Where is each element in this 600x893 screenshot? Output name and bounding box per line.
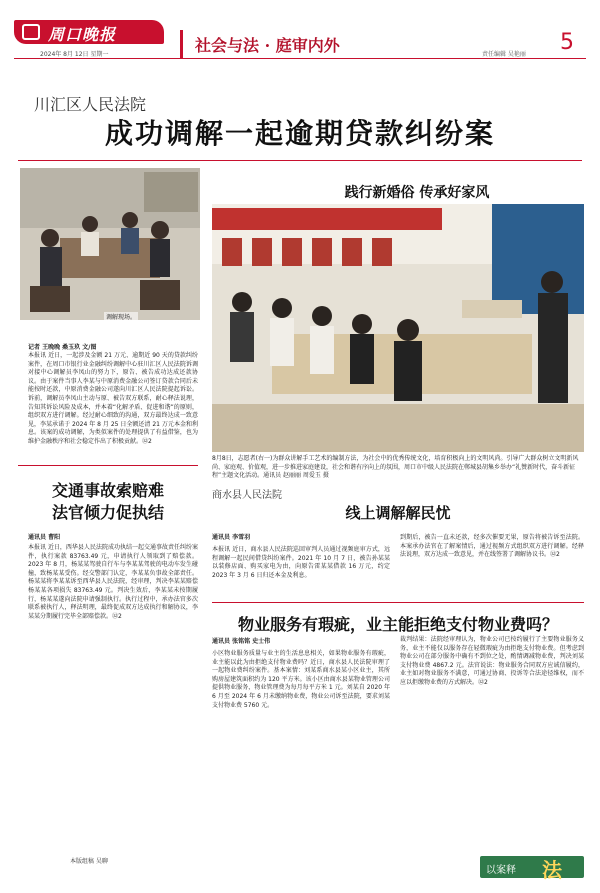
article5-byline: 通讯员 张铭铭 史士伟 (212, 638, 271, 645)
page-number: 5 (560, 30, 574, 55)
masthead-name: 周口晚报 (48, 25, 117, 44)
photo1-caption: 调解现场。 (106, 314, 137, 321)
header-divider (14, 58, 586, 59)
article5-body-left: 小区物业服务质量与业主的生活息息相关，如果物业服务有瑕疵，业主能以此为由拒绝支付物业费吗？近日，商水县人民法院审理了一起物业费纠纷案件。基本案情：刘某系商水县某小区业主，其所购房屋建筑面积约为 120 平方米。该小区由商水县某物业管理公司提供物业服务，物业管理费为每月每平方米 1 元。刘某自 2020 年 6 月至 2024 年 6 月未缴纳物业费，物业公司诉至法院，要求刘某支付物业费 5760 元。 (212, 650, 390, 709)
headline-divider (18, 160, 582, 161)
workshop-photo (212, 204, 584, 452)
logo-mark-icon (22, 24, 40, 40)
article3-headline (18, 480, 198, 524)
mediation-photo (20, 168, 200, 320)
editor-credit: 责任编辑 吴艳丽 (482, 51, 526, 58)
article4-body-left: 本报讯 近日，商水县人民法院巡回审判人员通过视频庭审方式，远程调解一起民间借贷纠纷案件。2021 年 10 月 7 日，被告孙某某以装修店面、购买家电为由，向原告雷某某借款 16 万元，约定 2023 年 3 月 6 日归还本金及利息。 (212, 546, 390, 579)
section-label (180, 30, 440, 58)
article3-headline-line1: 交通事故索赔难 (51, 481, 164, 500)
photo-article-headline: 践行新婚俗 传承好家风 (344, 185, 490, 201)
article1-byline: 记者 王晚晚 桑玉玖 文/图 (28, 344, 97, 351)
section-title: 社会与法 · 庭审内外 (195, 36, 340, 55)
footer-editor-credit: 本版组稿 吴聊 (70, 858, 108, 865)
column-badge-text: 以案释 (486, 865, 516, 876)
article1-court: 川汇区人民法院 (34, 95, 147, 114)
article5-body-right: 裁判结果：法院经审理认为，物业公司已按约履行了主要物业服务义务，业主不能仅以服务存在轻微瑕疵为由拒绝支付物业费。但考虑到物业公司在部分服务中确有不到位之处，酌情调减物业费，判决刘某支付物业费 4867.2 元。法官说法：物业服务合同双方应诚信履约，业主如对物业服务不满意，可通过协商、投诉等合法途径维权，而不应以拒缴物业费的方式解决。㉜2 (400, 636, 584, 686)
article3-byline: 通讯员 曹阳 (28, 534, 61, 541)
article5-divider (212, 602, 584, 603)
photo-article-caption: 8月8日，志愿者(右一)为群众讲解手工艺术的编制方法，为社会中的优秀传统文化，培育积极向上的文明风尚。引导广大群众树立文明新风尚、家庭观、价值观，进一步推进家庭建设，社会和谐有序向上的氛围，周口市中级人民法院在郸城县胡集乡举办“礼赞新时代，奋斗新征程”主题文化活动。通讯员 赵丽丽 周爱玉 摄 (212, 455, 579, 479)
issue-date: 2024年 8月 12日 星期一 (40, 51, 109, 58)
article4-body-right: 到期后，被告一直未还款，经多次催要无果，原告将被告诉至法院。本案承办法官在了解案情后，通过视频方式组织双方进行调解。经释法说理，双方达成一致意见，并在线签署了调解协议书。㉜2 (400, 534, 584, 559)
mediation-photo-illustration (20, 168, 200, 320)
article1-body: 本报讯 近日，一起涉及金额 21 万元、逾期近 90 天的贷款纠纷案件，在周口市银行业金融纠纷调解中心驻川汇区人民法院诉调对接中心调解员李凤山的努力下，原告、被告成功达成还款协议。由于案件当事人李某与中原消费金融公司签订贷款合同后未能按时还款，中原消费金融公司遂向川汇区人民法院提起诉讼。诉前，调解员李凤山主动与原、被告双方联系，耐心释法说理，告知其诉讼风险及成本，并本着“化解矛盾、促进和谐”的原则，组织双方进行调解。经过耐心细致的沟通，双方最终达成一致意见，李某承诺于 2024 年 8 月 25 日全额还清 21 万元本金和利息。该案的成功调解，为类似案件的处理提供了有益借鉴，也为维护金融秩序和社会稳定作出了积极贡献。㉜2 (28, 352, 198, 445)
article3-body: 本报讯 近日，西华县人民法院成功执结一起交通事故责任纠纷案件，执行案款 83763.49 元，申请执行人领取到了赔偿款。2023 年 8 月，杨某某驾驶自行车与李某某驾驶的电动车发生碰撞，致杨某某受伤。经交警部门认定，李某某负事故全部责任。杨某某将李某某诉至西华县人民法院，经审理，判决李某某赔偿杨某某各项损失 83763.49 元。判决生效后，李某某未按期履行，杨某某遂向法院申请强制执行。执行过程中，承办法官多次联系被执行人，释法明理，最终促成双方达成执行和解协议，李某某分期履行完毕全部赔偿款。㉜2 (28, 544, 198, 620)
article4-court: 商水县人民法院 (212, 490, 282, 501)
article4-byline: 通讯员 李雪羽 (212, 534, 251, 541)
article1-headline: 成功调解一起逾期贷款纠纷案 (104, 117, 495, 150)
page-header (0, 0, 600, 62)
article5-headline: 物业服务有瑕疵，业主能拒绝支付物业费吗？ (237, 615, 558, 634)
workshop-photo-illustration (212, 204, 584, 452)
article4-headline: 线上调解解民忧 (345, 504, 451, 522)
column-badge-emphasis: 法 (542, 858, 562, 882)
article3-headline-line2: 法官倾力促执结 (51, 503, 164, 522)
masthead-logo (14, 20, 164, 44)
column-badge (480, 856, 584, 882)
